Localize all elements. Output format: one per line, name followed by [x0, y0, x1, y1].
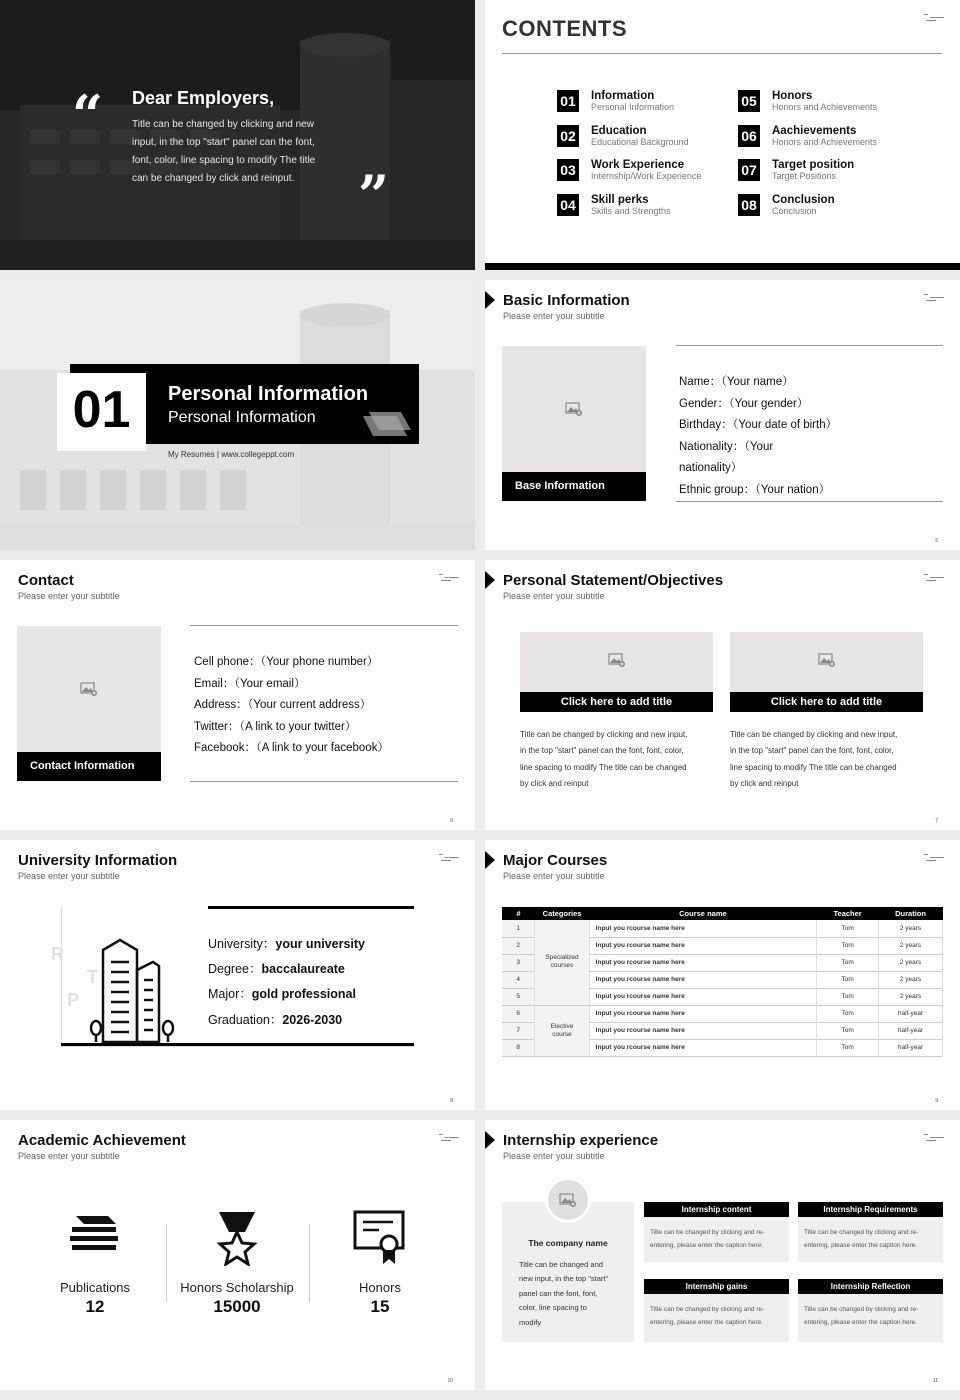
contact-info-list	[194, 652, 389, 760]
detail-degree	[208, 957, 365, 982]
teacher-cell: Tom	[817, 1005, 879, 1022]
logo	[439, 854, 461, 862]
image-icon	[818, 652, 836, 668]
box-title: Internship Reflection	[798, 1279, 943, 1294]
detail-label: Degree：	[208, 962, 262, 977]
detail-major	[208, 982, 365, 1007]
teacher-cell: Tom	[817, 988, 879, 1005]
duration-cell: 2 years	[879, 988, 943, 1005]
internship-box	[644, 1279, 789, 1342]
row-number-cell: 2	[502, 937, 535, 954]
contents-number: 05	[738, 90, 760, 112]
box-text-line: Title can be changed by clicking and re-	[804, 1229, 919, 1236]
company-text-line: panel can the font, font,	[519, 1288, 598, 1298]
intro-line: Title can be changed by clicking and new	[132, 119, 314, 130]
image-icon	[608, 652, 626, 668]
duration-cell: 2 years	[879, 937, 943, 954]
info-line-name: Name：（Your name）	[679, 376, 794, 388]
logo	[439, 574, 461, 582]
frame-top-rule	[208, 906, 414, 909]
box-title: Internship gains	[644, 1279, 789, 1294]
svg-text:T: T	[87, 967, 98, 987]
contents-number: 02	[557, 125, 579, 147]
contents-number: 06	[738, 125, 760, 147]
decorative-shape	[355, 410, 415, 446]
contents-item[interactable]	[557, 159, 732, 183]
statement-card-image[interactable]	[520, 632, 713, 712]
duration-cell: 2 years	[879, 971, 943, 988]
contents-item[interactable]	[738, 194, 913, 218]
company-text-line: new input, in the top "start"	[519, 1274, 609, 1284]
photo-label: Base Information	[502, 472, 646, 501]
image-icon	[559, 1192, 577, 1208]
card-text-line: line spacing to modify The title can be changed	[730, 762, 897, 772]
contents-item-subtitle: Skills and Strengths	[591, 205, 671, 216]
duration-cell: half-year	[879, 1039, 943, 1056]
courses-table-body	[502, 920, 943, 1056]
contents-item-title: Information	[591, 90, 655, 102]
contents-item-title: Conclusion	[772, 193, 835, 206]
slide-university-information	[0, 840, 475, 1110]
contents-item[interactable]	[557, 125, 732, 149]
quote-open-mark: “	[72, 83, 104, 147]
slide-section-01	[0, 280, 475, 550]
logo	[924, 854, 946, 862]
contents-item-title: Target position	[772, 159, 855, 171]
duration-cell: 2 years	[879, 954, 943, 971]
row-number-cell: 1	[502, 920, 535, 937]
slide-subtitle: Please enter your subtitle	[18, 1151, 120, 1161]
slide-personal-statement	[485, 560, 960, 830]
card-text-line: line spacing to modify The title can be changed	[520, 762, 687, 772]
table-row	[502, 920, 943, 937]
card-text-line: in the top "start" panel can the font, font, color,	[520, 746, 684, 756]
detail-value: baccalaureate	[261, 962, 345, 977]
company-text-line: Title can be changed and	[519, 1260, 603, 1269]
teacher-cell: Tom	[817, 937, 879, 954]
row-number-cell: 5	[502, 988, 535, 1005]
info-line-birthday: Birthday：（Your date of birth）	[679, 419, 838, 432]
detail-value: 2026-2030	[282, 1012, 343, 1027]
info-line-phone: Cell phone：（Your phone number）	[194, 656, 379, 668]
box-title: Internship content	[644, 1202, 789, 1217]
table-row	[502, 1005, 943, 1022]
contents-item[interactable]	[738, 90, 913, 114]
col-header: Course name	[679, 909, 727, 918]
info-line-facebook: Facebook：（A link to your facebook）	[194, 742, 389, 755]
detail-graduation	[208, 1008, 365, 1033]
intro-text	[132, 116, 315, 188]
stat-value: 15	[370, 1297, 390, 1316]
logo	[924, 1134, 946, 1142]
info-line-gender: Gender：（Your gender）	[679, 397, 809, 410]
slide-subtitle: Please enter your subtitle	[503, 311, 605, 321]
detail-value: your university	[275, 937, 365, 951]
box-text-line: entering, please enter the caption here.	[804, 1319, 918, 1326]
contents-number: 08	[738, 194, 760, 216]
image-icon	[80, 681, 98, 697]
course-name-cell: Input you rcourse name here	[589, 988, 816, 1005]
row-number-cell: 6	[502, 1005, 535, 1022]
intro-line: font, color, line spacing to modify The title	[132, 155, 316, 166]
internship-box	[644, 1202, 789, 1262]
statement-card-image[interactable]	[730, 632, 923, 712]
page-number: 5	[935, 538, 938, 544]
card-text-line: Title can be changed by clicking and new input,	[730, 730, 898, 739]
slide-academic-achievement	[0, 1120, 475, 1390]
card-text-line: Title can be changed by clicking and new input,	[520, 730, 688, 739]
box-text	[798, 1217, 943, 1252]
quote-close-mark: ”	[358, 163, 390, 227]
card-text-line: in the top "start" panel can the font, font, color,	[730, 746, 894, 756]
course-name-cell: Input you rcourse name here	[589, 937, 816, 954]
info-line-twitter: Twitter：（A link to your twitter）	[194, 720, 357, 733]
box-text-line: entering, please enter the caption here.	[650, 1242, 764, 1249]
teacher-cell: Tom	[817, 1022, 879, 1039]
company-logo-placeholder[interactable]	[545, 1177, 591, 1223]
stat-label: Honors	[359, 1280, 401, 1295]
university-details	[208, 932, 365, 1033]
row-number-cell: 4	[502, 971, 535, 988]
header-triangle-icon	[485, 291, 495, 309]
logo	[924, 574, 946, 582]
info-line-address: Address：（Your current address）	[194, 699, 372, 712]
page-number: 6	[450, 818, 453, 824]
courses-table	[502, 907, 943, 1057]
box-text-line: entering, please enter the caption here.	[650, 1319, 764, 1326]
detail-label: Major：	[208, 987, 252, 1002]
contents-number: 01	[557, 90, 579, 112]
detail-value: gold professional	[251, 987, 356, 1002]
duration-cell: 2 years	[879, 920, 943, 937]
contents-item-subtitle: Personal Information	[591, 102, 675, 112]
info-top-rule	[676, 345, 943, 346]
card-text-line: by click and reinput	[520, 778, 589, 788]
course-name-cell: Input you rcourse name here	[589, 954, 816, 971]
certificate-icon	[353, 1210, 407, 1266]
contents-item-title: Skill perks	[591, 193, 649, 206]
slide-subtitle: Please enter your subtitle	[18, 871, 120, 881]
header-triangle-icon	[485, 571, 495, 589]
card-title-button[interactable]: Click here to add title	[520, 692, 713, 712]
contents-number: 04	[557, 194, 579, 216]
row-number-cell: 3	[502, 954, 535, 971]
slide-contents	[485, 0, 960, 270]
slide-subtitle: Please enter your subtitle	[503, 1151, 605, 1161]
building-icon	[45, 938, 195, 1048]
teacher-cell: Tom	[817, 1039, 879, 1056]
info-line-nationality: Nationality：（Your	[679, 440, 774, 453]
contents-item[interactable]	[738, 125, 913, 149]
course-name-cell: Input you rcourse name here	[589, 920, 816, 937]
card-text-line: by click and reinput	[730, 778, 799, 788]
photo-placeholder[interactable]	[17, 626, 161, 781]
contents-item-subtitle: Educational Background	[591, 136, 689, 147]
box-text-line: entering, please enter the caption here.	[804, 1242, 918, 1249]
info-bottom-rule	[190, 781, 458, 782]
page-number: 9	[935, 1098, 938, 1104]
section-number: 01	[72, 381, 131, 439]
contents-item-subtitle: Target Positions	[772, 171, 837, 181]
detail-label: Graduation：	[208, 1012, 283, 1027]
col-header: #	[516, 909, 521, 918]
duration-cell: half-year	[879, 1005, 943, 1022]
internship-box	[798, 1279, 943, 1342]
logo	[924, 294, 946, 302]
box-text-line: Title can be changed by clicking and re-	[804, 1306, 919, 1313]
teacher-cell: Tom	[817, 920, 879, 937]
box-text-line: Title can be changed by clicking and re-	[650, 1306, 765, 1313]
contents-title: CONTENTS	[502, 16, 627, 41]
slide-title: Basic Information	[503, 292, 630, 309]
company-text-line: color, line spacing to	[519, 1303, 587, 1313]
course-name-cell: Input you rcourse name here	[589, 1005, 816, 1022]
course-name-cell: Input you rcourse name here	[589, 971, 816, 988]
info-bottom-rule	[676, 501, 943, 502]
photo-label: Contact Information	[17, 752, 161, 781]
slide-basic-information	[485, 280, 960, 550]
card-title-button[interactable]: Click here to add title	[730, 692, 923, 712]
contents-item-subtitle: Internship/Work Experience	[591, 171, 702, 181]
row-number-cell: 8	[502, 1039, 535, 1056]
card-description	[520, 727, 687, 792]
teacher-cell: Tom	[817, 954, 879, 971]
footer-bar	[485, 263, 960, 270]
contents-item-title: Work Experience	[591, 159, 685, 171]
slide-dear-employers	[0, 0, 475, 270]
page-number: 7	[935, 818, 938, 824]
contents-item[interactable]	[738, 159, 913, 183]
header-triangle-icon	[485, 851, 495, 869]
contents-item-subtitle: Honors and Achievements	[772, 102, 878, 112]
box-text	[644, 1217, 789, 1252]
slide-major-courses	[485, 840, 960, 1110]
info-line-email: Email：（Your email）	[194, 677, 306, 690]
category-cell: Specialized courses	[535, 920, 589, 1005]
title-underline	[502, 53, 942, 54]
books-icon	[68, 1212, 122, 1260]
contents-item-subtitle: Conclusion	[772, 205, 817, 216]
contents-item-title: Aachievements	[772, 124, 857, 137]
course-name-cell: Input you rcourse name here	[589, 1039, 816, 1056]
info-top-rule	[190, 625, 458, 626]
card-description	[730, 727, 897, 792]
photo-placeholder[interactable]	[502, 346, 646, 501]
contents-item-title: Honors	[772, 90, 813, 102]
page-number: 8	[450, 1098, 453, 1104]
svg-text:R: R	[51, 944, 64, 964]
slide-subtitle: Please enter your subtitle	[18, 591, 120, 601]
contents-number: 07	[738, 159, 760, 181]
slide-title: Academic Achievement	[18, 1132, 186, 1149]
stat-value: 15000	[213, 1297, 261, 1316]
company-text-line: modify	[519, 1317, 542, 1327]
slide-internship-experience	[485, 1120, 960, 1390]
slide-title: Internship experience	[503, 1132, 659, 1149]
slide-title: Personal Statement/Objectives	[503, 572, 724, 589]
slide-subtitle: Please enter your subtitle	[503, 871, 605, 881]
medal-icon	[215, 1210, 259, 1266]
contents-item[interactable]	[557, 194, 732, 218]
contents-item[interactable]	[557, 90, 732, 114]
company-name: The company name	[528, 1238, 608, 1248]
section-subtitle: Personal Information	[168, 409, 316, 426]
detail-label: University：	[208, 937, 276, 951]
category-cell: Elective course	[535, 1005, 589, 1056]
company-description	[519, 1258, 608, 1330]
info-line-ethnic: Ethnic group：（Your nation）	[679, 483, 831, 496]
stat-label: Publications	[59, 1280, 131, 1295]
box-text	[798, 1294, 943, 1329]
contents-item-subtitle: Honors and Achievements	[772, 136, 878, 147]
internship-box	[798, 1202, 943, 1262]
image-icon	[565, 401, 583, 417]
intro-line: input, in the top "start" panel can the font,	[132, 137, 315, 148]
slide-heading: Dear Employers,	[132, 88, 275, 108]
detail-university	[208, 932, 365, 957]
slide-contact	[0, 560, 475, 830]
box-text	[644, 1294, 789, 1329]
slide-title: University Information	[18, 852, 178, 869]
col-header: Categories	[542, 909, 582, 918]
page-number: 11	[932, 1378, 938, 1384]
box-title: Internship Requirements	[798, 1202, 943, 1217]
stat-value: 12	[85, 1297, 105, 1316]
info-line-nationality-cont: nationality）	[679, 462, 743, 475]
col-header: Teacher	[833, 909, 862, 918]
box-text-line: Title can be changed by clicking and re-	[650, 1229, 765, 1236]
course-name-cell: Input you rcourse name here	[589, 1022, 816, 1039]
col-header: Duration	[895, 909, 926, 918]
logo	[924, 14, 946, 22]
teacher-cell: Tom	[817, 971, 879, 988]
page-number: 10	[447, 1378, 453, 1384]
logo	[439, 1134, 461, 1142]
intro-line: can be changed by click and reinput.	[132, 173, 295, 184]
slide-subtitle: Please enter your subtitle	[503, 591, 605, 601]
slide-title: Major Courses	[503, 852, 608, 869]
stat-label: Honors Scholarship	[180, 1280, 294, 1295]
slide-title: Contact	[18, 572, 74, 589]
section-title: Personal Information	[168, 383, 369, 405]
row-number-cell: 7	[502, 1022, 535, 1039]
svg-text:P: P	[67, 990, 80, 1010]
contents-item-title: Education	[591, 124, 647, 137]
section-tagline: My Resumes | www.collegeppt.com	[168, 450, 295, 459]
duration-cell: half-year	[879, 1022, 943, 1039]
header-triangle-icon	[485, 1131, 495, 1149]
basic-info-list	[679, 372, 837, 502]
contents-number: 03	[557, 159, 579, 181]
